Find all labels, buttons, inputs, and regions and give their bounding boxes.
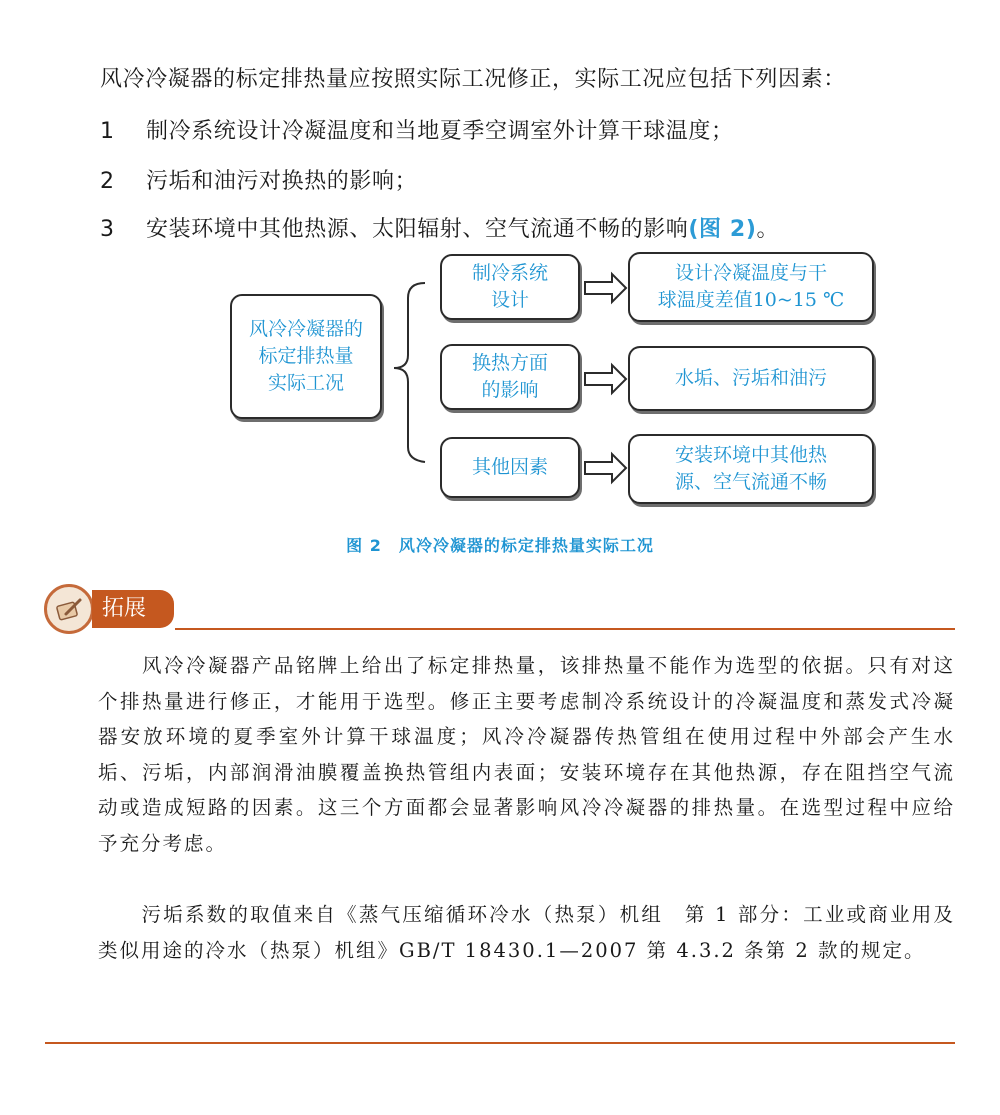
list-item-text: 安装环境中其他热源、太阳辐射、空气流通不畅的影响 bbox=[146, 217, 689, 242]
section-divider bbox=[175, 628, 955, 630]
section-title-extend: 拓展 bbox=[92, 590, 174, 628]
list-item-number: 1 bbox=[100, 119, 115, 144]
list-item-3 bbox=[100, 212, 779, 243]
list-item-text: 污垢和油污对换热的影响； bbox=[146, 169, 418, 194]
list-item-text: 制冷系统设计冷凝温度和当地夏季空调室外计算干球温度； bbox=[146, 119, 734, 144]
factor-node-design: 制冷系统 设计 bbox=[440, 254, 580, 320]
footer-divider bbox=[45, 1042, 955, 1044]
figure-reference-link[interactable]: (图 2) bbox=[688, 217, 757, 242]
factor-node-other: 其他因素 bbox=[440, 437, 580, 498]
result-node-fouling: 水垢、污垢和油污 bbox=[628, 346, 874, 411]
extend-paragraph-1: 风冷冷凝器产品铭牌上给出了标定排热量，该排热量不能作为选型的依据。只有对这个排热量进行修正，才能用于选型。修正主要考虑制冷系统设计的冷凝温度和蒸发式冷凝器安放环境的夏季室外计算干球温度；风冷冷凝器传热管组在使用过程中外部会产生水垢、污垢，内部润滑油膜覆盖换热管组内表面；安装环境存在其他热源，存在阻挡空气流动或造成短路的因素。这三个方面都会显著影响风冷冷凝器的排热量。在选型过程中应给予充分考虑。 bbox=[98, 654, 955, 855]
factor-node-heat-exchange: 换热方面 的影响 bbox=[440, 344, 580, 410]
list-item-tail: 。 bbox=[756, 217, 780, 242]
notebook-pencil-icon bbox=[44, 584, 94, 634]
result-node-temperature: 设计冷凝温度与干 球温度差值10~15 ℃ bbox=[628, 252, 874, 322]
arrow-icon bbox=[585, 274, 626, 482]
result-node-environment: 安装环境中其他热 源、空气流通不畅 bbox=[628, 434, 874, 504]
list-item-1 bbox=[100, 114, 734, 145]
intro-text: 风冷冷凝器的标定排热量应按照实际工况修正，实际工况应包括下列因素： bbox=[100, 67, 846, 92]
extend-paragraph-2: 污垢系数的取值来自《蒸气压缩循环冷水（热泵）机组 第 1 部分：工业或商业用及类似用途的冷水（热泵）机组》GB/T 18430.1—2007 第 4.3.2 条第 2 款的规定。 bbox=[98, 903, 955, 962]
root-node: 风冷冷凝器的 标定排热量 实际工况 bbox=[230, 294, 382, 419]
list-item-number: 2 bbox=[100, 169, 115, 194]
brace-icon bbox=[394, 283, 425, 462]
list-item-2 bbox=[100, 164, 417, 195]
list-item-number: 3 bbox=[100, 217, 115, 242]
figure-caption: 图 2 风冷冷凝器的标定排热量实际工况 bbox=[346, 536, 654, 555]
